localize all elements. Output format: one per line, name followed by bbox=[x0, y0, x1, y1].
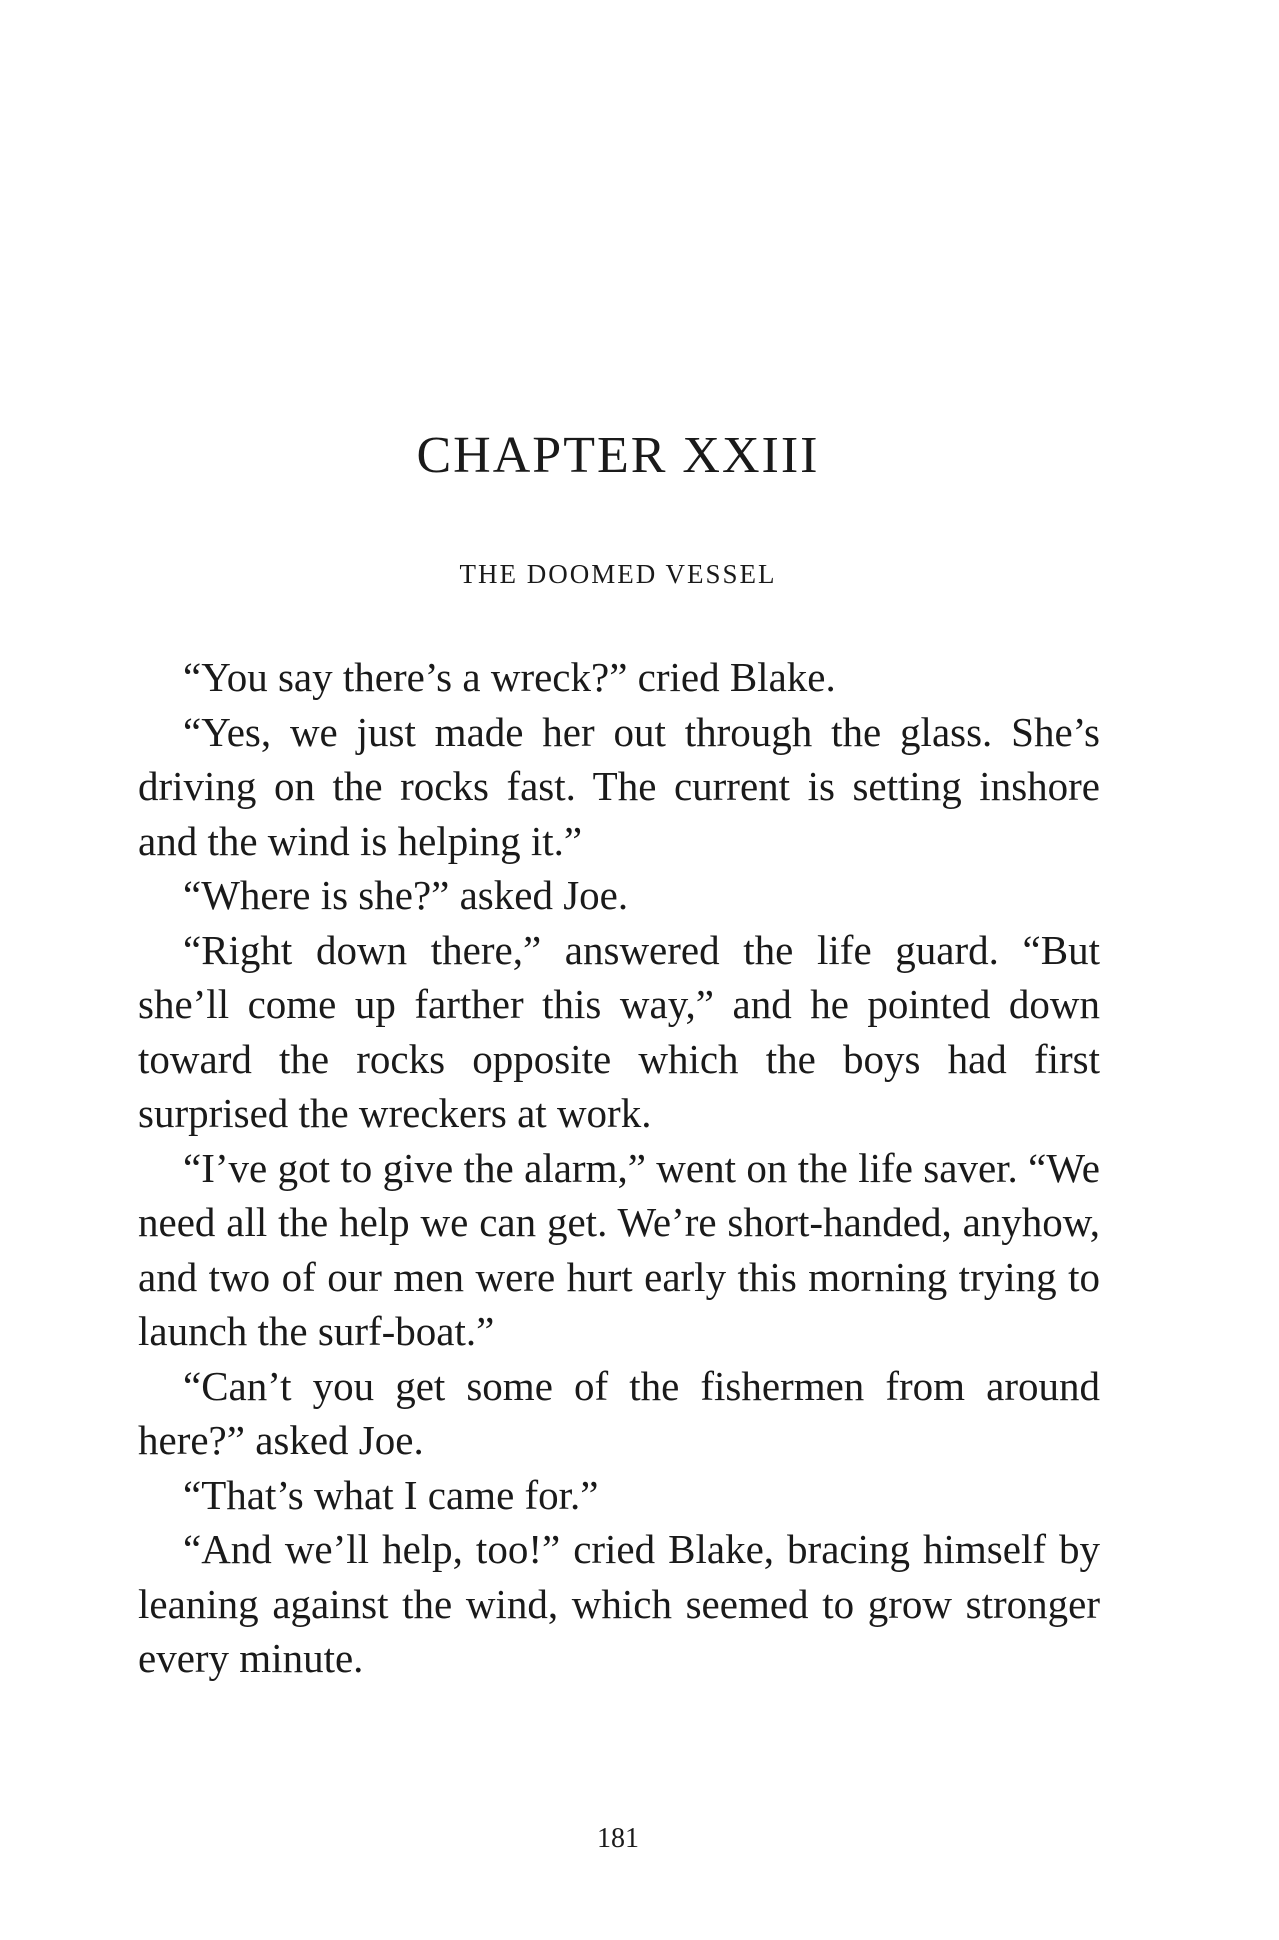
paragraph: “That’s what I came for.” bbox=[183, 1471, 599, 1518]
paragraph: “Where is she?” asked Joe. bbox=[183, 872, 629, 918]
chapter-body bbox=[138, 650, 1100, 1686]
paragraph: “Can’t you get some of the fishermen from around here?” asked Joe. bbox=[138, 1362, 1100, 1463]
paragraph: “Right down there,” answered the life guard. “But she’ll come up farther this way,” and he pointed down toward the rocks opposite which the boys had first surprised the wreckers at work. bbox=[138, 926, 1100, 1136]
paragraph: “Yes, we just made her out through the glass. She’s driving on the rocks fast. The current is setting inshore and the wind is helping it.” bbox=[138, 708, 1100, 864]
page-number: 181 bbox=[597, 1823, 639, 1854]
paragraph: “And we’ll help, too!” cried Blake, bracing himself by leaning against the wind, which seemed to grow stronger every minute. bbox=[138, 1526, 1100, 1681]
chapter-title: CHAPTER XXIII bbox=[416, 427, 820, 484]
chapter-subtitle: THE DOOMED VESSEL bbox=[459, 559, 777, 589]
paragraph: “I’ve got to give the alarm,” went on the life saver. “We need all the help we can get. We’re short-handed, anyhow, and two of our men were hurt early this morning trying to launch the surf-boat.” bbox=[138, 1144, 1100, 1354]
paragraph: “You say there’s a wreck?” cried Blake. bbox=[183, 654, 836, 700]
